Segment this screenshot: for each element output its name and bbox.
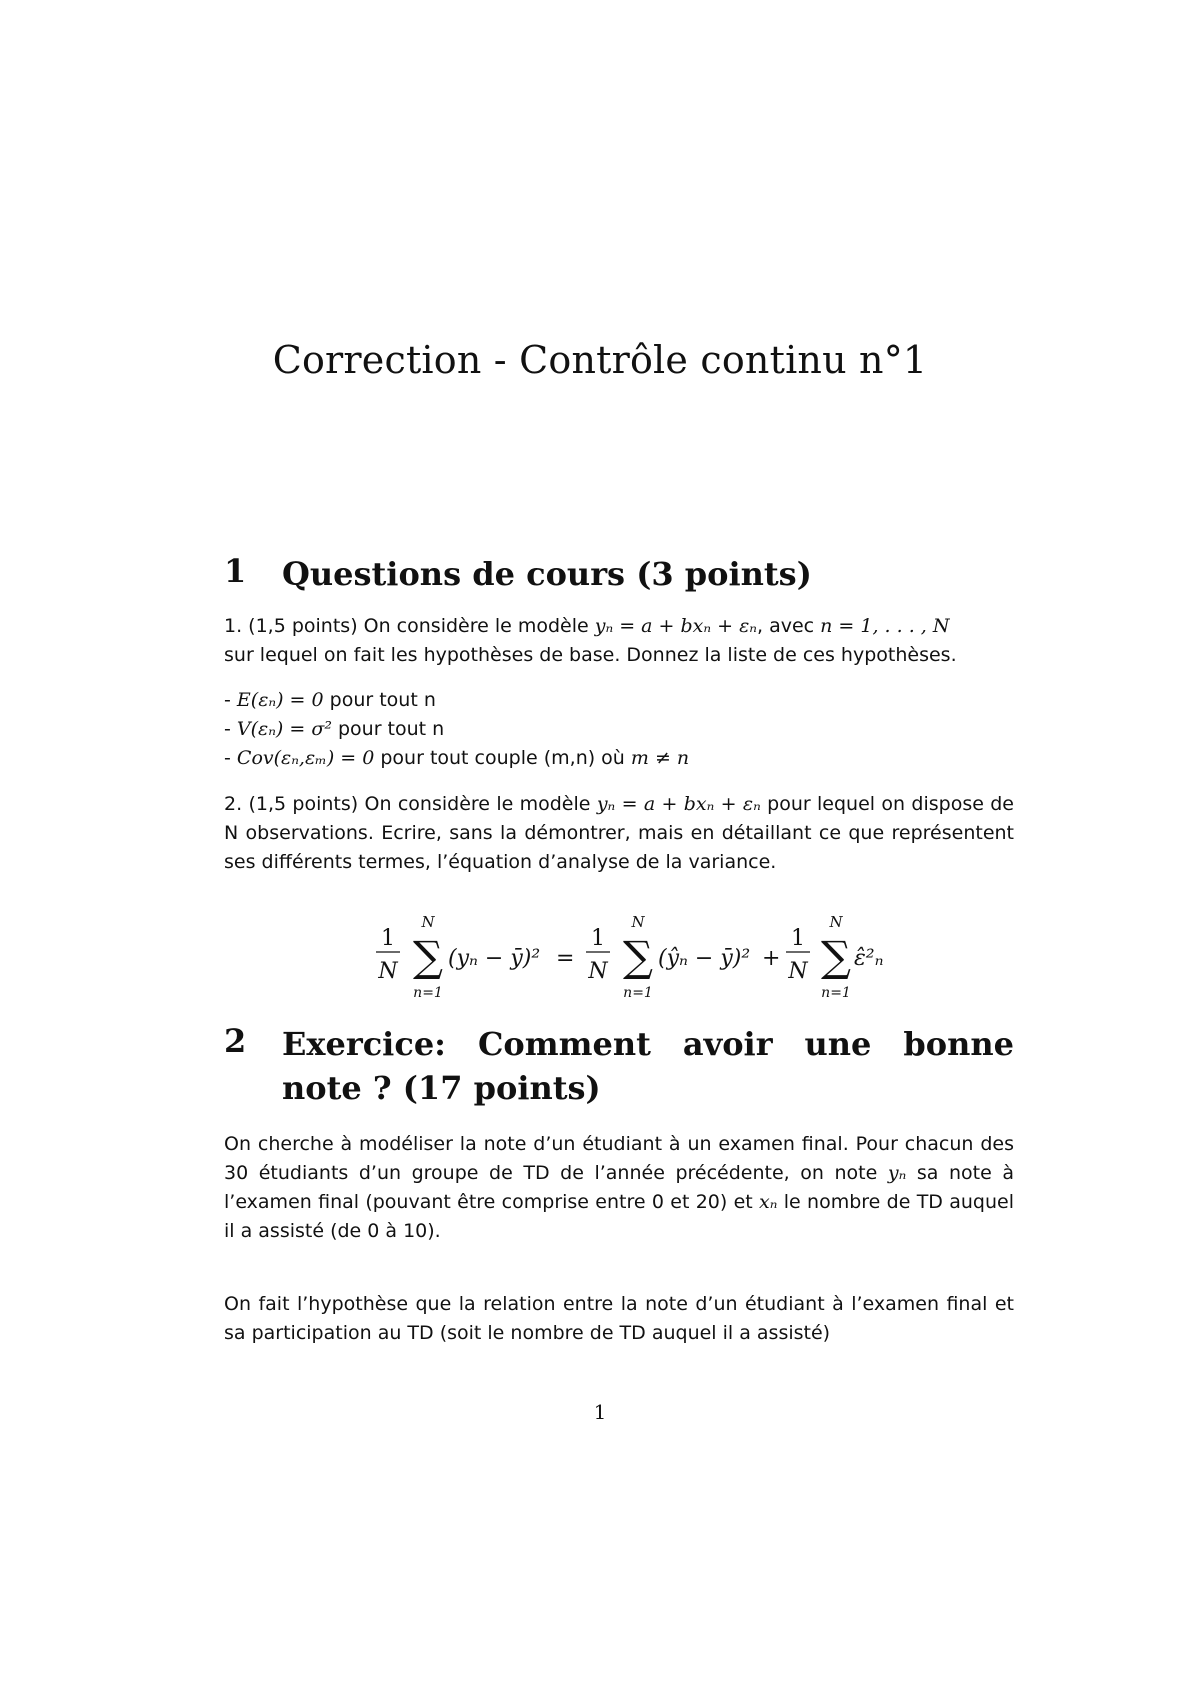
- hypothesis-item: - V(εₙ) = σ² pour tout n: [224, 718, 445, 740]
- question-1-mid: , avec: [756, 615, 821, 637]
- question-2-rest: pour lequel on dispose de N observations. Ecrire, sans la démontrer, mais en détaillant ce que représentent ses différents termes, l’équation d’analyse de la variance.: [224, 793, 1014, 873]
- fraction-denominator: N: [788, 959, 808, 984]
- document-title: Correction - Contrôle continu n°1: [272, 338, 928, 382]
- hypothesis-item: - E(εₙ) = 0 pour tout n: [224, 689, 436, 711]
- hypotheses-list: [224, 686, 1014, 773]
- hypothesis-item: - Cov(εₙ,εₘ) = 0 pour tout couple (m,n) où m ≠ n: [224, 747, 690, 769]
- variable-yn: yₙ: [887, 1162, 907, 1184]
- model-equation: yₙ = a + bxₙ + εₙ: [596, 793, 761, 815]
- sum-upper: N: [421, 913, 435, 931]
- model-equation: yₙ = a + bxₙ + εₙ: [594, 615, 757, 637]
- equals-sign: =: [556, 946, 575, 971]
- residual-term: ε̂²ₙ: [854, 946, 884, 971]
- hypothesis-math: m ≠ n: [630, 747, 690, 769]
- question-2: [224, 790, 1014, 877]
- page-number: 1: [593, 1400, 607, 1424]
- fraction-numerator: 1: [381, 926, 395, 951]
- question-1-line2: sur lequel on fait les hypothèses de base. Donnez la liste de ces hypothèses.: [224, 644, 957, 666]
- hypothesis-math: V(εₙ) = σ²: [236, 718, 332, 740]
- exercise-paragraph-1: On cherche à modéliser la note d’un étudiant à un examen final. Pour chacun des 30 étudiants d’un groupe de TD de l’année précédente, on note yₙ sa note à l’examen final (pouvant être comprise entre 0 et 20) et xₙ le nombre de TD auquel il a assisté (de 0 à 10).: [224, 1133, 1014, 1242]
- exercise-paragraph-2: On fait l’hypothèse que la relation entre la note d’un étudiant à l’examen final et sa participation au TD (soit le nombre de TD auquel il a assisté): [224, 1293, 1014, 1344]
- question-1: [224, 612, 1014, 670]
- plus-sign: +: [762, 946, 781, 971]
- hypothesis-math: Cov(εₙ,εₘ) = 0: [236, 747, 375, 769]
- sum-lower: n=1: [413, 985, 443, 1001]
- fraction-numerator: 1: [791, 926, 805, 951]
- variable-xn: xₙ: [759, 1191, 778, 1213]
- sum-symbol: ∑: [821, 932, 851, 981]
- section-2-heading: [224, 1022, 1014, 1112]
- index-range: n = 1, . . . , N: [820, 615, 950, 637]
- section-number: 1: [224, 552, 247, 590]
- sum-lower: n=1: [623, 985, 653, 1001]
- fraction-numerator: 1: [591, 926, 605, 951]
- question-2-prefix: 2. (1,5 points) On considère le modèle: [224, 793, 597, 815]
- sum-symbol: ∑: [623, 932, 653, 981]
- question-1-prefix: 1. (1,5 points) On considère le modèle: [224, 615, 595, 637]
- section-title: Exercice: Comment avoir une bonne note ? (17 points): [282, 1025, 1014, 1107]
- sum-upper: N: [829, 913, 843, 931]
- fraction-denominator: N: [588, 959, 608, 984]
- fraction-denominator: N: [378, 959, 398, 984]
- total-term: (yₙ − ȳ)²: [448, 946, 541, 971]
- sum-lower: n=1: [821, 985, 851, 1001]
- section-number: 2: [224, 1022, 247, 1060]
- explained-term: (ŷₙ − ȳ)²: [658, 946, 751, 971]
- variance-equation: [360, 905, 884, 1005]
- sum-symbol: ∑: [413, 932, 443, 981]
- sum-upper: N: [631, 913, 645, 931]
- hypothesis-math: E(εₙ) = 0: [236, 689, 324, 711]
- section-title: Questions de cours (3 points): [282, 555, 812, 593]
